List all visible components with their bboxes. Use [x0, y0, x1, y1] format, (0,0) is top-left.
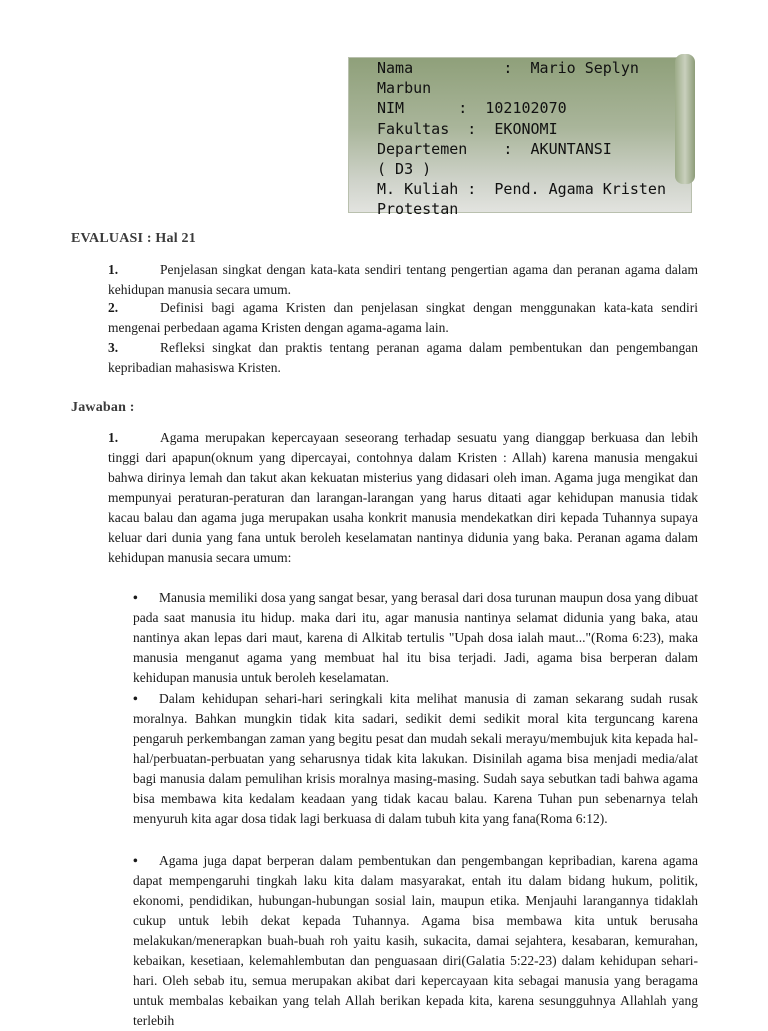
- answer-text: Agama merupakan kepercayaan seseorang terhadap sesuatu yang dianggap berkuasa dan lebih tinggi dari apapun(oknum yang dipercayai, contohnya dalam Kristen : Allah) karena manusia mengakui bahwa dirinya lemah dan takut akan kekuatan misterius yang didasari oleh iman. Agama juga mengikat dan mempunyai peraturan-peraturan dan larangan-larangan yang harus ditaati agar kehidupan manusia tidak kacau balau dan agama juga merupakan usaha konkrit manusia mendekatkan diri kepada Tuhannya supaya keluar dari dunia yang fana untuk beroleh keselamatan nantinya didunia yang baka. Peranan agama dalam kehidupan manusia secara umum:: [108, 430, 698, 565]
- question-text: Definisi bagi agama Kristen dan penjelasan singkat dengan menggunakan kata-kata sendiri mengenai perbedaan agama Kristen dengan agama-agama lain.: [108, 300, 698, 335]
- answer-bullet-item: [133, 851, 698, 1031]
- student-nim-line: NIM : 102102070: [377, 99, 567, 118]
- student-info-box: [349, 58, 691, 219]
- bullet-text: Dalam kehidupan sehari-hari seringkali kita melihat manusia di zaman sekarang sudah rusak moralnya. Bahkan mungkin tidak kita sadari, sedikit demi sedikit moral kita terguncang karena pengaruh perkembangan zaman yang begitu pesat dan mudah sekali merayu/membujuk kita kepada hal-hal/perbuatan-perbuatan yang seharusnya tidak kita lakukan. Disinilah agama bisa menjadi media/alat bagi manusia dalam pemulihan krisis moralnya masing-masing. Sudah saya sebutkan tadi bahwa agama bisa membawa kita kedalam keadaan yang tidak kacau balau. Karena Tuhan pun sebenarnya telah menyuruh kita agar dosa tidak lagi berkuasa di dalam tubuh kita yang fana(Roma 6:12).: [133, 691, 698, 826]
- student-name-line: Nama : Mario Seplyn: [377, 59, 639, 77]
- answer-number: 1.: [108, 430, 119, 445]
- bullet-icon: •: [133, 590, 138, 605]
- question-text: Penjelasan singkat dengan kata-kata sendiri tentang pengertian agama dan peranan agama dalam kehidupan manusia secara umum.: [108, 262, 698, 297]
- answer-bullet-item: [133, 689, 698, 829]
- question-number: 2.: [108, 300, 119, 315]
- student-department-line-cont: ( D3 ): [377, 160, 432, 179]
- question-number: 3.: [108, 340, 119, 355]
- bullet-text: Manusia memiliki dosa yang sangat besar, yang berasal dari dosa turunan maupun dosa yang dibuat pada saat manusia itu hidup. maka dari itu, agar manusia nantinya selamat didunia yang baka, atau nantinya akan lepas dari maut, karena di Alkitab tertulis "Upah dosa ialah maut..."(Roma 6:23), maka manusia menganut agama yang membuat hal itu bisa terjadi. Jadi, agama bisa berperan dalam kehidupan manusia untuk beroleh keselamatan.: [133, 590, 698, 685]
- question-item: [108, 298, 698, 338]
- student-name-line-cont: Marbun: [377, 79, 432, 98]
- student-course-line-cont: Protestan: [377, 200, 459, 219]
- question-item: [108, 260, 698, 300]
- student-course-line: M. Kuliah : Pend. Agama Kristen: [377, 180, 666, 199]
- student-department-line: Departemen : AKUNTANSI: [377, 139, 612, 158]
- answers-heading: Jawaban :: [71, 400, 135, 415]
- question-text: Refleksi singkat dan praktis tentang peranan agama dalam pembentukan dan pengembangan kepribadian mahasiswa Kristen.: [108, 340, 698, 375]
- student-info-lines: [377, 58, 687, 220]
- answer-bullet-item: [133, 588, 698, 688]
- answer-paragraph: [108, 428, 698, 568]
- question-number: 1.: [108, 262, 119, 277]
- question-item: [108, 338, 698, 378]
- student-faculty-line: Fakultas : EKONOMI: [377, 119, 558, 138]
- evaluation-heading: EVALUASI : Hal 21: [71, 231, 196, 246]
- bullet-icon: •: [133, 853, 138, 868]
- bullet-icon: •: [133, 691, 138, 706]
- bullet-text: Agama juga dapat berperan dalam pembentukan dan pengembangan kepribadian, karena agama dapat mempengaruhi tingkah laku kita dalam masyarakat, entah itu dalam bidang hukum, politik, ekonomi, pendidikan, hubungan-hubungan sosial lain, maupun etika. Menjauhi larangannya tidaklah cukup untuk lebih dekat kepada Tuhannya. Agama bisa membawa kita untuk berusaha melakukan/menerapkan buah-buah roh yaitu kasih, sukacita, damai sejahtera, kesabaran, kemurahan, kebaikan, kesetiaan, kelemahlembutan dan penguasaan diri(Galatia 5:22-23) dalam kehidupan sehari-hari. Oleh sebab itu, semua merupakan akibat dari kepercayaan kita sebagai manusia yang beragama untuk membalas kebaikan yang telah Allah berikan kepada kita, karena sesungguhnya Allahlah yang terlebih: [133, 853, 698, 1028]
